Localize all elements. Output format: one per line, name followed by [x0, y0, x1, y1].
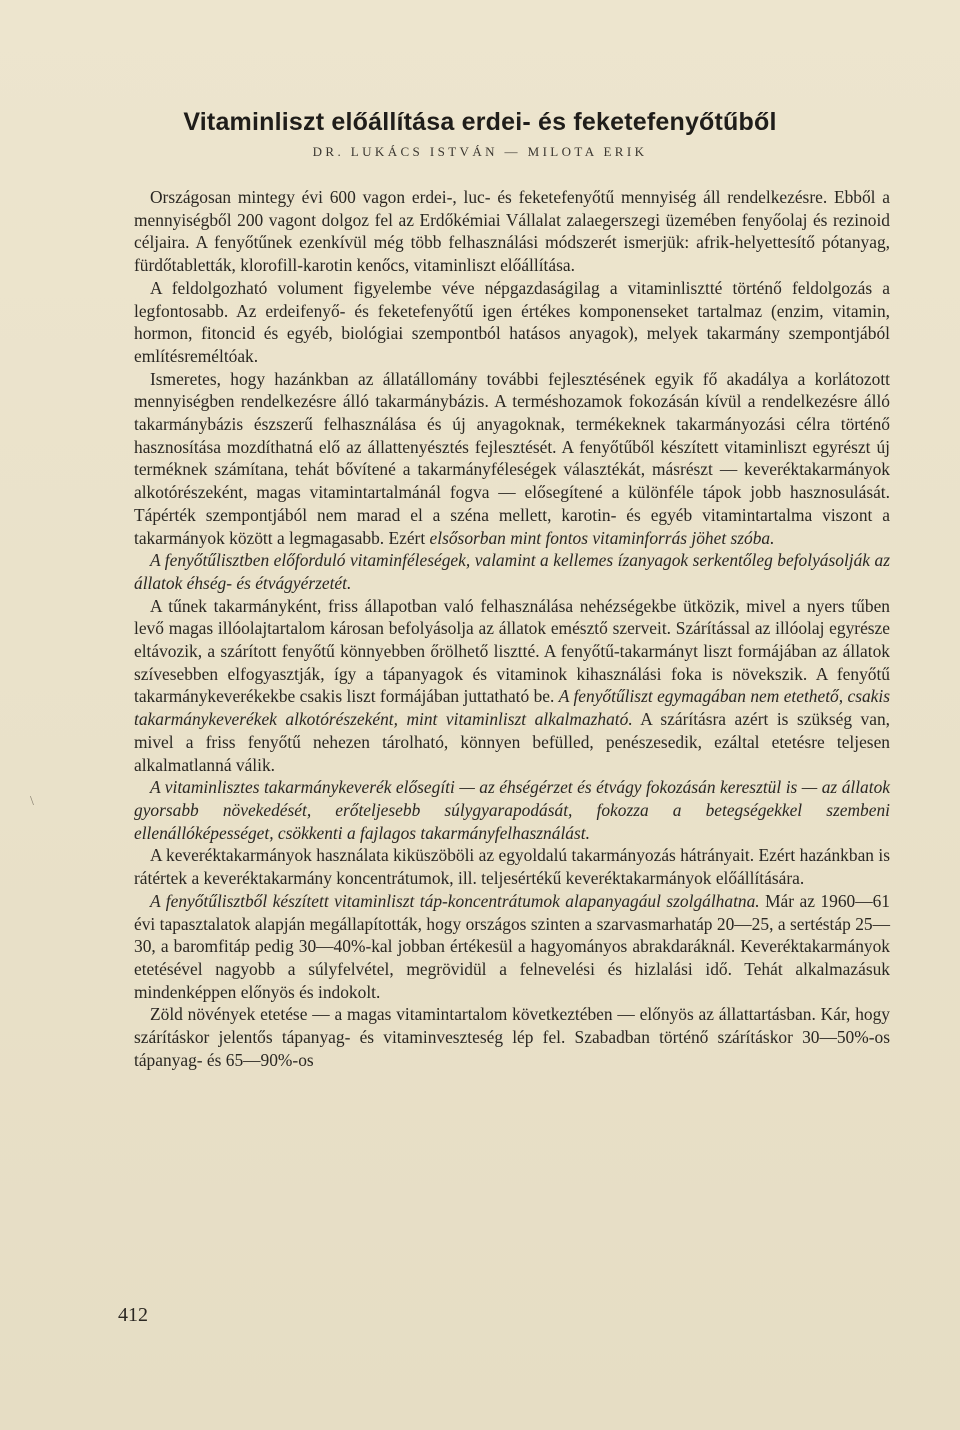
- article-body: [134, 186, 890, 1071]
- paragraph-text: A keveréktakarmányok használata kiküszöböli az egyoldalú takarmányozás hátrányait. Ezért hazánkban is rátértek a keveréktakarmány koncentrátumok, ill. teljesértékű keveréktakarmányok előállítására.: [134, 845, 890, 889]
- paragraph-text: A tűnek takarmányként, friss állapotban való felhasználása nehézségekbe ütközik, mivel a nyers tűben levő magas illóolajtartalom károsan befolyásolja az állatok emésztő szerveit. Szárítással az illóolaj egyrésze eltávozik, a szárított fenyőtű könnyebben őrölhető lisztté. A fenyőtű-takarmányt liszt formájában az állatok szívesebben elfogyasztják, így a tápanyagok és vitaminok kihasználási foka is növekszik. A fenyőtű takarmánykeverékekbe csakis liszt formájában juttatható be.: [134, 595, 890, 707]
- paragraph-text: A szárításra azért is szükség van, mivel a friss fenyőtű nehezen tárolható, könnyen befülled, penészesedik, ezáltal etetésre teljesen alkalmatlanná válik.: [134, 709, 891, 775]
- emphasized-text: elsősorban mint fontos vitaminforrás jöhet szóba.: [429, 527, 775, 548]
- paragraph-text: Már az 1960—61 évi tapasztalatok alapján megállapították, hogy országos szinten a szarvasmarhatáp 20—25, a sertéstáp 25—30, a baromfitáp pedig 30—40%-kal jobban értékesül a hagyományos abrakdaráknál. Keveréktakarmányok etetésével nagyobb a súlyfelvétel, megrövidül a felnevelési és hizlalási idő. Tehát alkalmazásuk mindenképpen előnyös és indokolt.: [134, 890, 890, 1002]
- article-title: Vitaminliszt előállítása erdei- és feketefenyőtűből: [183, 108, 777, 136]
- margin-mark: \: [30, 794, 34, 809]
- paragraph: [134, 844, 890, 889]
- paragraph: [134, 595, 890, 777]
- paragraph: [134, 890, 890, 1004]
- page-number: 412: [118, 1304, 148, 1326]
- paragraph-text: A feldolgozható volument figyelembe véve népgazdaságilag a vitaminlisztté történő feldolgozás a legfontosabb. Az erdeifenyő- és feketefenyőtű igen értékes komponenseket tartalmaz (enzim, vitamin, hormon, fitoncid és egyéb, biológiai szempontból hatásos anyagok), melyek takarmány szempontjából említésreméltóak.: [134, 277, 890, 366]
- emphasized-text: A vitaminlisztes takarmánykeverék elősegíti — az éhségérzet és étvágy fokozásán keresztül is — az állatok gyorsabb növekedését, erőteljesebb súlygyarapodását, fokozza a betegségekkel szembeni ellenállóképességet, csökkenti a fajlagos takarmányfelhasználást.: [134, 777, 890, 843]
- article-authors: DR. LUKÁCS ISTVÁN — MILOTA ERIK: [312, 144, 648, 159]
- paragraph-text: Zöld növények etetése — a magas vitamintartalom következtében — előnyös az állattartásban. Kár, hogy szárításkor jelentős tápanyag- és vitaminveszteség lép fel. Szabadban történő szárításkor 30—50%-os tápanyag- és 65—90%-os: [134, 1004, 890, 1070]
- emphasized-text: A fenyőtűlisztből készített vitaminliszt táp-koncentrátumok alapanyagául szolgálhatna.: [150, 890, 760, 911]
- paragraph: [134, 549, 890, 594]
- paragraph: [134, 186, 890, 277]
- emphasized-text: A fenyőtűliszt egymagában nem etethető, csakis takarmánykeverékek alkotórészeként, mint vitaminliszt alkalmazható.: [134, 686, 890, 730]
- paragraph: [134, 368, 890, 550]
- paragraph-text: Ismeretes, hogy hazánkban az állatállomány további fejlesztésének egyik fő akadálya a korlátozott mennyiségben rendelkezésre álló takarmánybázis. A terméshozamok fokozásán kívül a rendelkezésre álló takarmánybázis észszerű felhasználása és új anyagoknak, termékeknek takarmányozási célra történő hasznosítása mozdíthatná elő az állattenyésztés fejlesztését. A fenyőtűből készített vitaminliszt egyrészt új terméknek számítana, tehát bővítené a takarmányféleségek választékát, másrészt — keveréktakarmányok alkotórészeként, magas vitamintartalmánál fogva — elősegítené a különféle tápok jobb hasznosulását. Tápérték szempontjából nem marad el a széna mellett, karotin- és egyéb vitamintartalma viszont a takarmányok között a legmagasabb. Ezért: [134, 368, 890, 548]
- paragraph: [134, 776, 890, 844]
- paragraph: [134, 1003, 890, 1071]
- paragraph-text: Országosan mintegy évi 600 vagon erdei-, luc- és feketefenyőtű mennyiség áll rendelkezésre. Ebből a mennyiségből 200 vagont dolgoz fel az Erdőkémiai Vállalat zalaegerszegi üzemében fenyőolaj és rezinoid céljaira. A fenyőtűnek ezenkívül még több felhasználási módszerét ismerjük: afrik-helyettesítő pótanyag, fürdőtabletták, klorofill-karotin kenőcs, vitaminliszt előállítása.: [134, 187, 890, 276]
- emphasized-text: A fenyőtűlisztben előforduló vitaminféleségek, valamint a kellemes ízanyagok serkentőleg befolyásolják az állatok éhség- és étvágyérzetét.: [134, 550, 890, 593]
- paragraph: [134, 277, 890, 368]
